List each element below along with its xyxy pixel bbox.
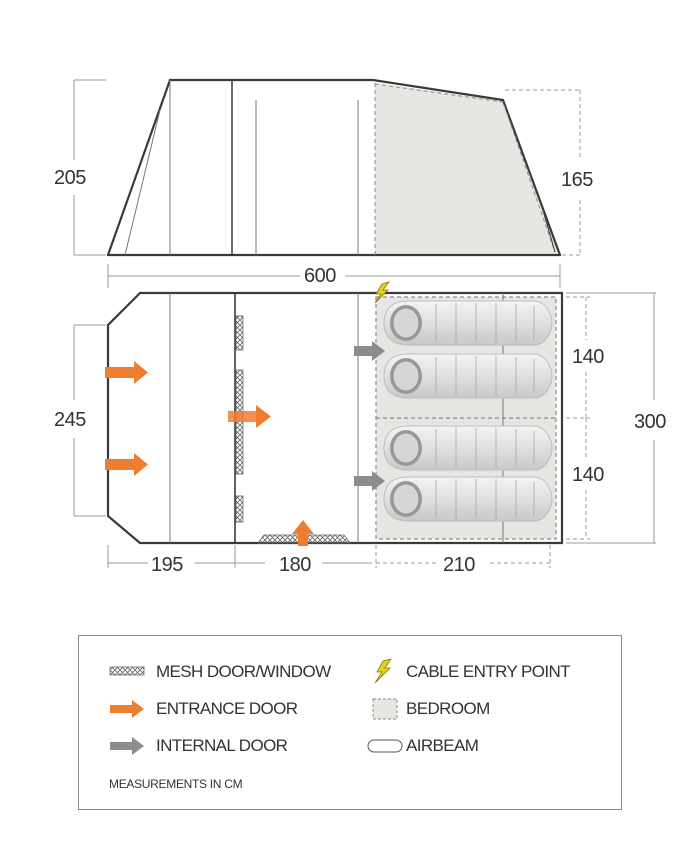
dim-length-total: 600 [304,265,336,287]
airbeam-sleeping-bag [384,354,552,398]
legend-bedroom-label: BEDROOM [406,699,490,718]
legend-entrance-label: ENTRANCE DOOR [156,699,298,718]
mesh-window [236,316,243,350]
side-elevation [107,80,561,255]
dim-height-rear: 165 [561,169,593,191]
dim-height-front: 205 [54,167,86,189]
dim-bedroom-2: 140 [572,464,604,486]
airbeam-sleeping-bag [384,477,552,521]
legend-note: MEASUREMENTS IN CM [109,777,243,791]
mesh-window [236,496,243,522]
dim-bedroom-1: 140 [572,346,604,368]
dim-width-front: 245 [54,409,86,431]
legend-cable-label: CABLE ENTRY POINT [406,662,570,681]
dim-zone-3: 210 [443,554,475,576]
side-line [125,110,160,255]
dim-width-total: 300 [634,411,666,433]
dim-zone-1: 195 [151,554,183,576]
bedroom-side-fill [375,83,560,255]
dim-zone-2: 180 [279,554,311,576]
entrance-door-arrow [105,453,148,476]
floor-plan [105,282,562,546]
legend-internal-label: INTERNAL DOOR [156,736,288,755]
legend-airbeam-label: AIRBEAM [406,736,479,755]
airbeam-sleeping-bag [384,426,552,470]
legend-mesh-label: MESH DOOR/WINDOW [156,662,331,681]
entrance-door-arrow [105,361,148,384]
airbeam-sleeping-bag [384,301,552,345]
floor-dimension-lines [74,293,656,568]
